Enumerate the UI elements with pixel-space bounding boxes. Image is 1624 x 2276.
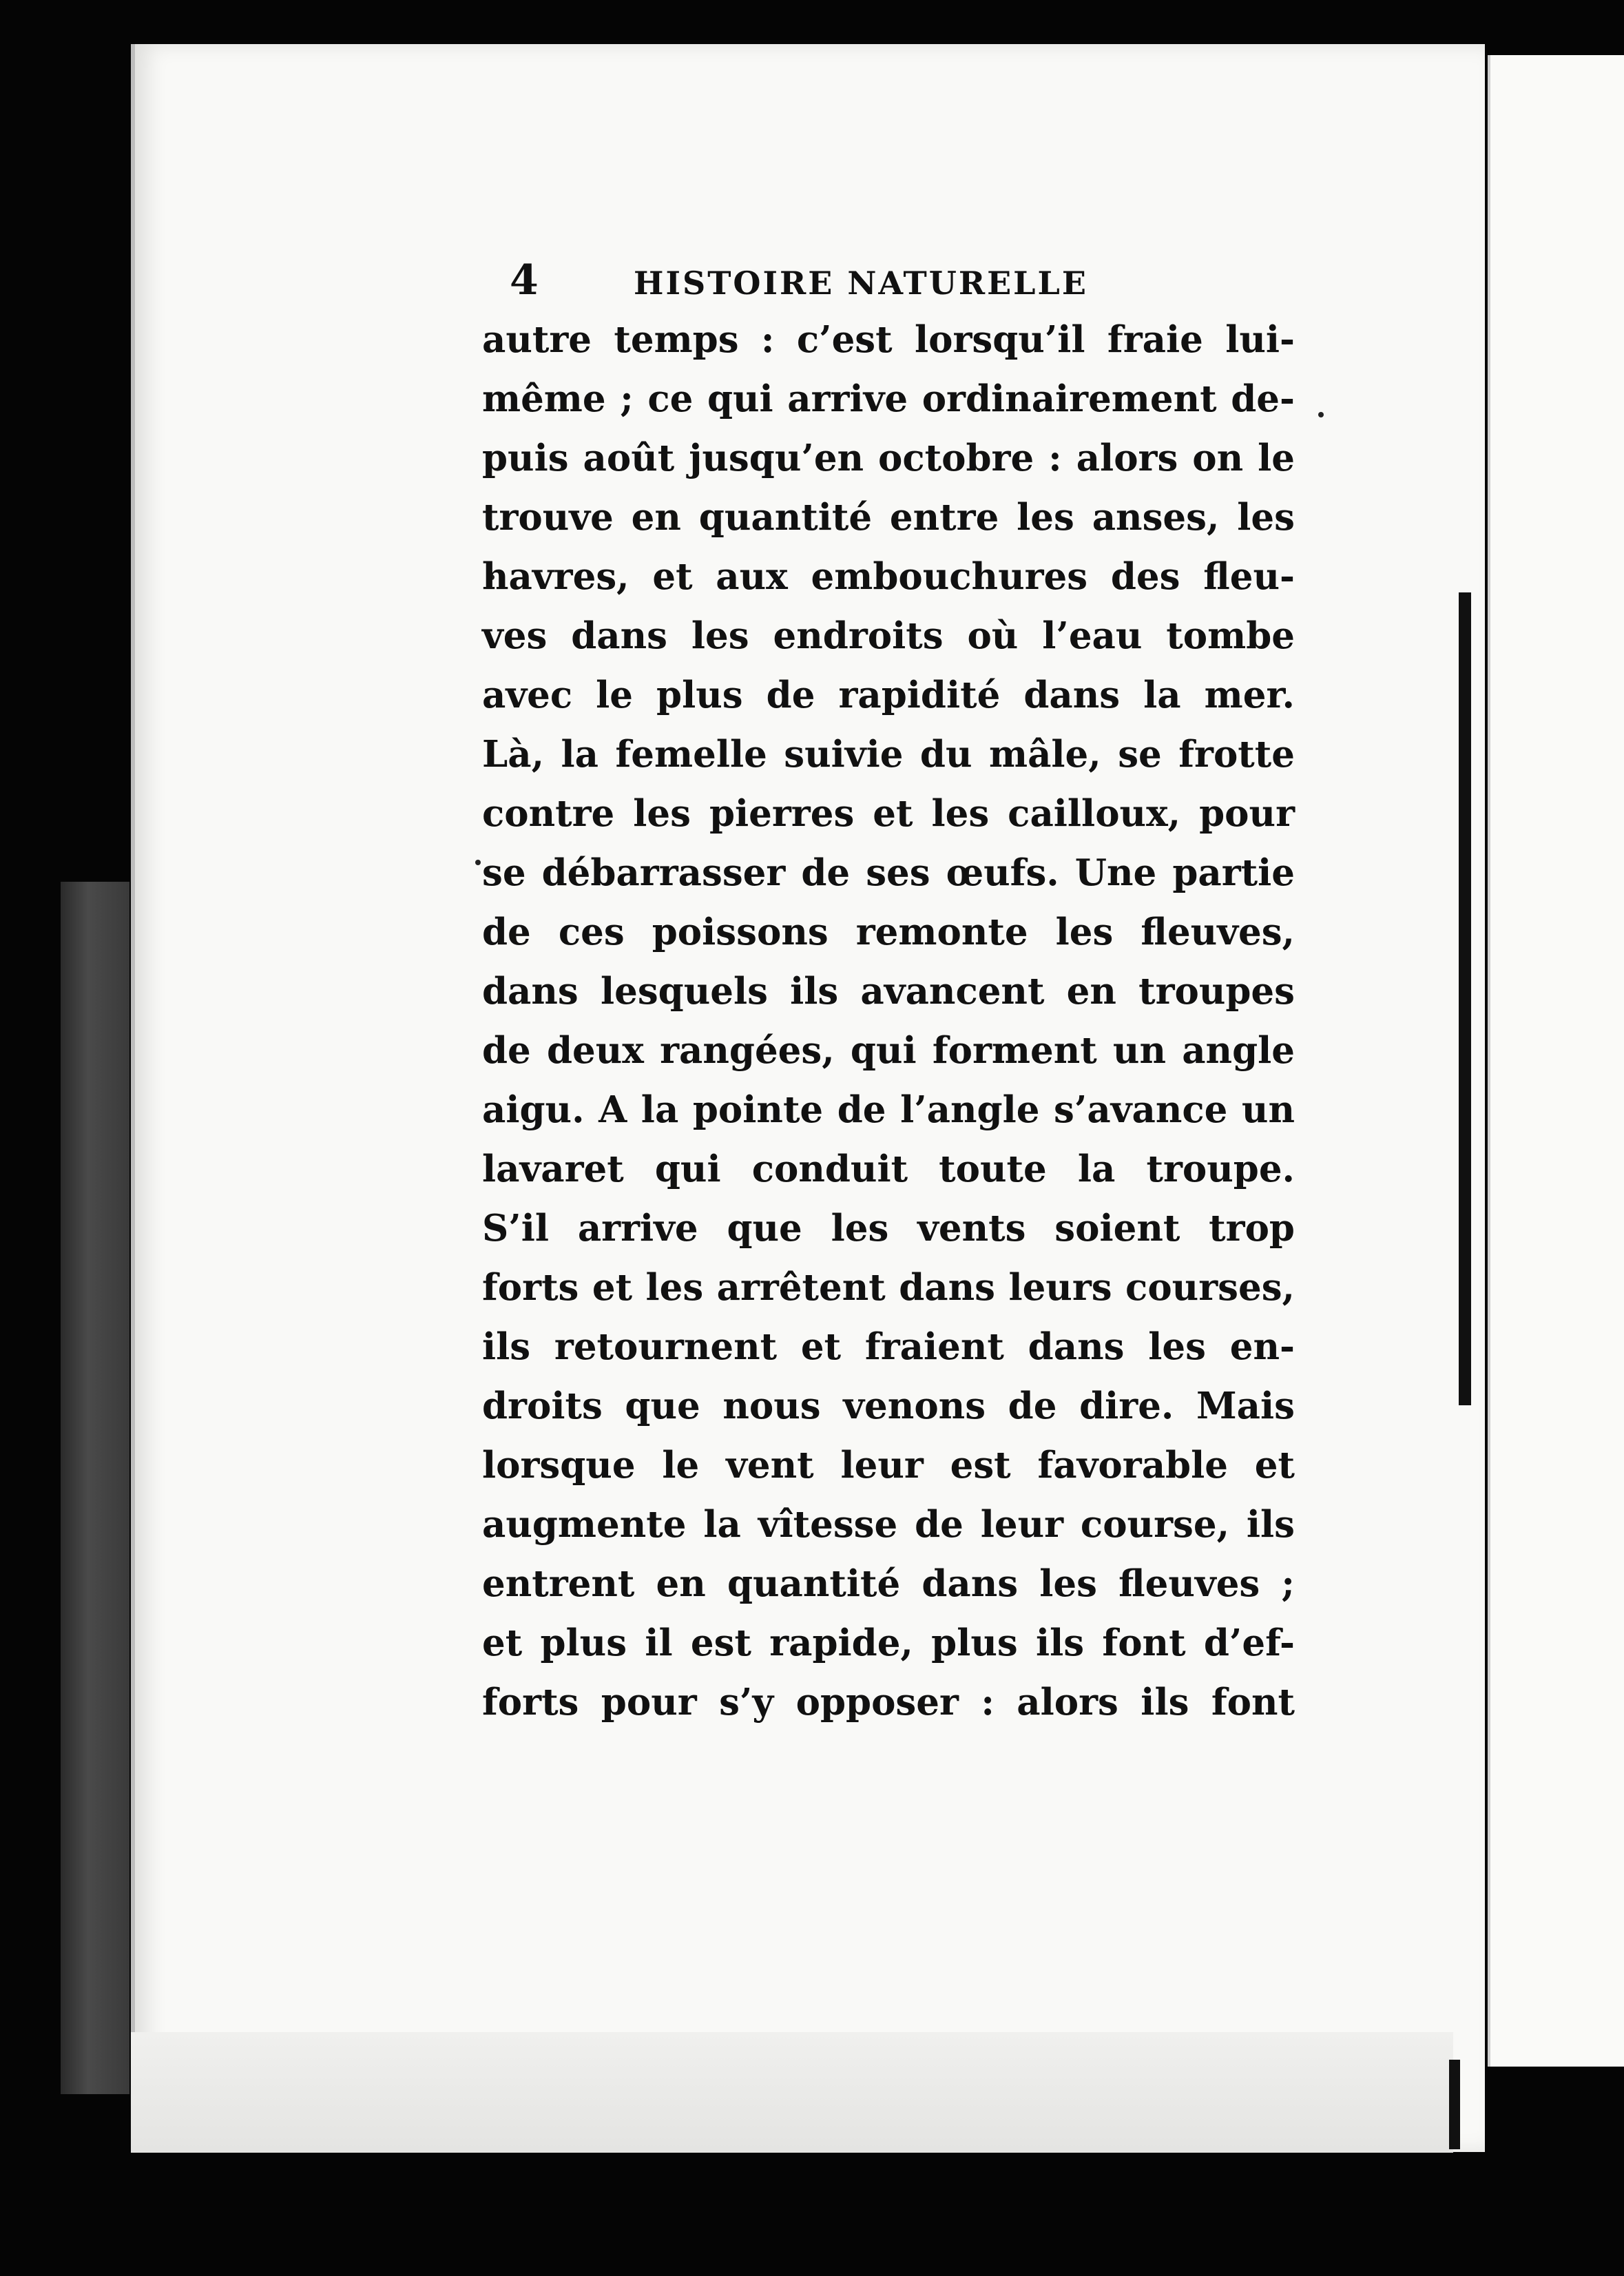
page-number: 4: [510, 256, 539, 304]
ink-speck: [475, 860, 481, 865]
running-head: [482, 256, 1295, 304]
text-line: ves dans les endroits où l’eau tombe: [482, 614, 1295, 657]
text-line: lavaret qui conduit toute la troupe.: [482, 1148, 1295, 1190]
text-line: droits que nous venons de dire. Mais: [482, 1385, 1295, 1427]
ink-speck: [1318, 412, 1324, 417]
text-line: dans lesquels ils avancent en troupes: [482, 970, 1295, 1013]
text-line: entrent en quantité dans les fleuves ;: [482, 1562, 1295, 1605]
text-line: et plus il est rapide, plus ils font d’ef-: [482, 1622, 1295, 1664]
text-line: havres, et aux embouchures des fleu-: [482, 555, 1295, 598]
text-line: lorsque le vent leur est favorable et: [482, 1444, 1295, 1487]
text-line: de deux rangées, qui forment un angle: [482, 1029, 1295, 1072]
text-line: S’il arrive que les vents soient trop: [482, 1207, 1295, 1250]
text-line: puis août jusqu’en octobre : alors on le: [482, 437, 1295, 479]
text-line: ils retournent et fraient dans les en-: [482, 1325, 1295, 1368]
text-line: trouve en quantité entre les anses, les: [482, 496, 1295, 539]
text-line: contre les pierres et les cailloux, pour: [482, 792, 1295, 835]
book-edge: [61, 882, 129, 2094]
text-line: Là, la femelle suivie du mâle, se frotte: [482, 733, 1295, 776]
text-line: autre temps : c’est lorsqu’il fraie lui-: [482, 318, 1295, 361]
text-line: augmente la vîtesse de leur course, ils: [482, 1503, 1295, 1546]
text-line: de ces poissons remonte les fleuves,: [482, 911, 1295, 953]
page-text: [482, 256, 1295, 1732]
text-line: se débarrasser de ses œufs. Une partie: [482, 851, 1295, 894]
running-head-title: HISTOIRE NATURELLE: [634, 265, 1088, 302]
text-line: aigu. A la pointe de l’angle s’avance un: [482, 1088, 1295, 1131]
body-text: [482, 310, 1295, 1732]
text-line: avec le plus de rapidité dans la mer.: [482, 674, 1295, 716]
page-gutter-shadow-lower: [1449, 2060, 1460, 2149]
text-line: même ; ce qui arrive ordinairement de-: [482, 377, 1295, 420]
page-bottom-margin: [131, 2032, 1453, 2153]
text-line: forts pour s’y opposer : alors ils font: [482, 1681, 1295, 1724]
right-page-fragment: [1488, 55, 1624, 2067]
page-gutter-shadow: [1459, 592, 1471, 1405]
text-line: forts et les arrêtent dans leurs courses,: [482, 1266, 1295, 1309]
